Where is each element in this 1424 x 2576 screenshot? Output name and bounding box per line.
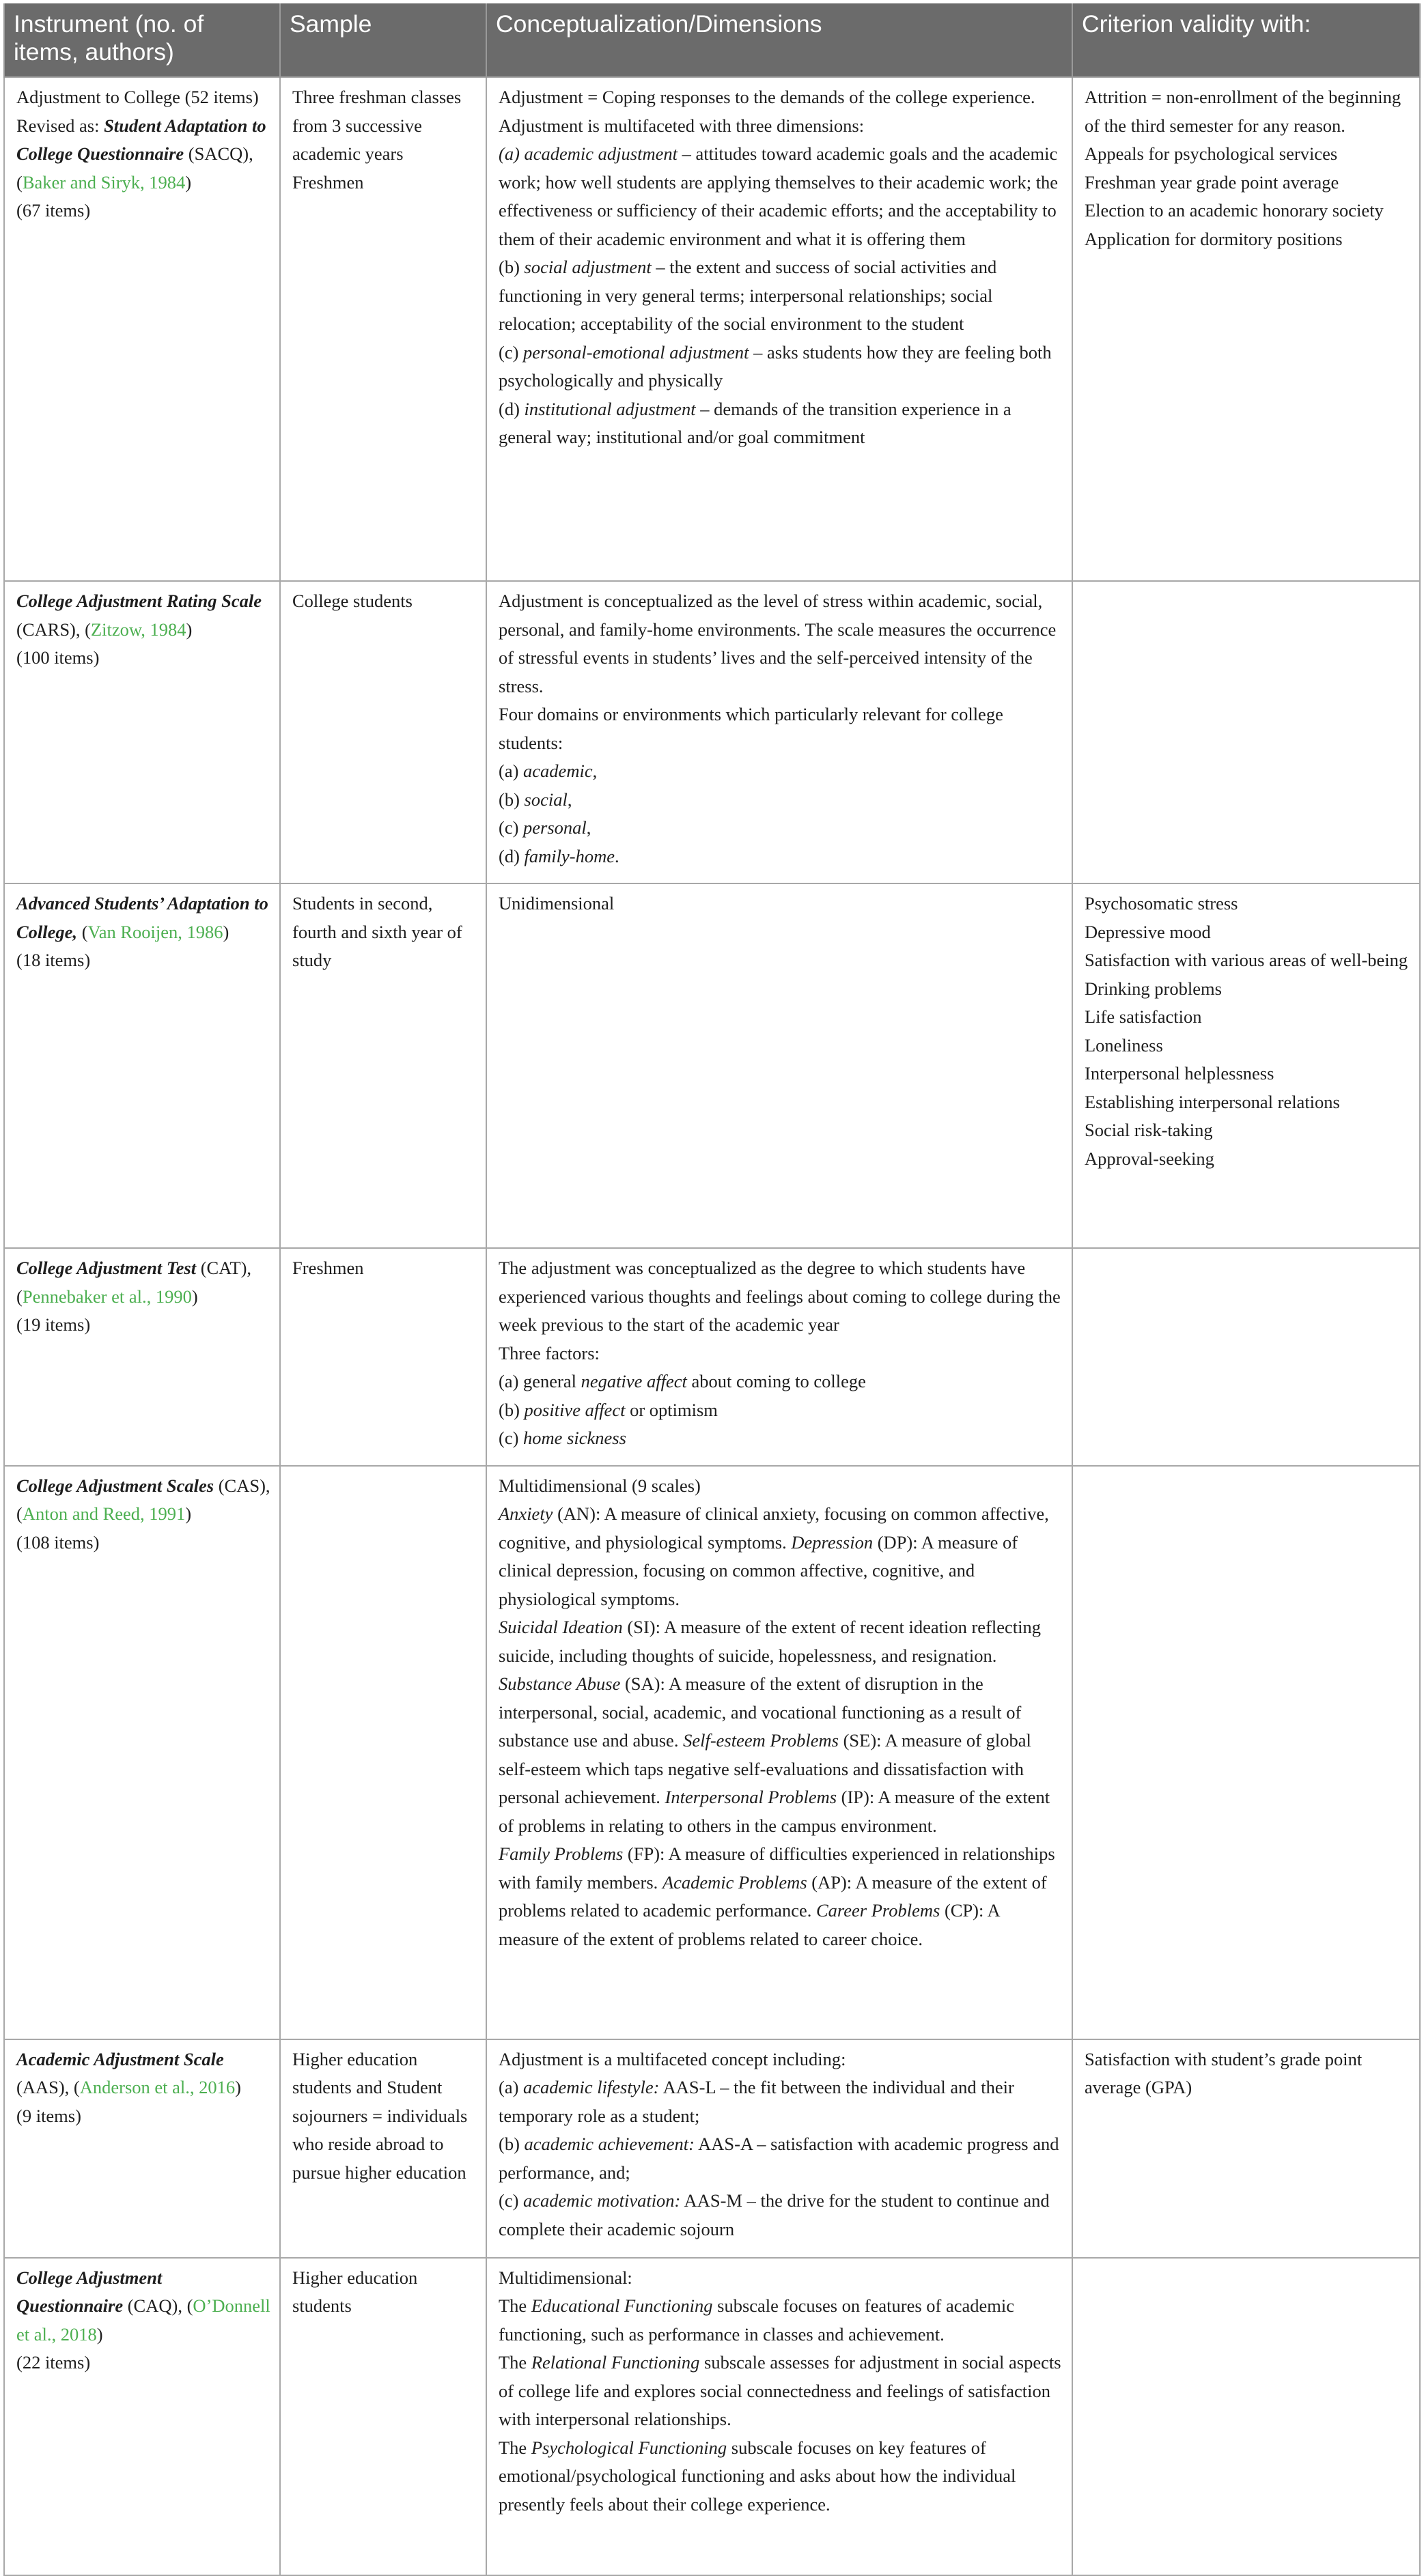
citation-link[interactable]: Anton and Reed, 1991: [22, 1503, 186, 1524]
text-run: AAS-L – the fit between the individual and their temporary role as a student;: [499, 2077, 1014, 2126]
cell-paragraph: [16, 2102, 271, 2131]
text-run: Adjustment is conceptualized as the level of stress within academic, social, personal, and family-home environments. The scale measures the occurrence of stressful events in students’ lives and the self-perceived intensity of the stress.: [499, 591, 1057, 696]
cell-paragraph: [499, 2292, 1063, 2349]
cell-paragraph: [1085, 83, 1411, 140]
instrument-cell: [4, 2258, 280, 2575]
text-run: personal: [523, 817, 587, 838]
cell-paragraph: [499, 1670, 1063, 1840]
text-run: (b): [499, 789, 525, 810]
cell-paragraph: [499, 1396, 1063, 1425]
text-run: (19 items): [16, 1314, 91, 1335]
conceptualization-cell: [486, 581, 1072, 883]
text-run: (b): [499, 257, 525, 277]
text-run: (d): [499, 398, 525, 419]
sample-cell: [280, 1466, 486, 2039]
text-run: Student Adaptation to College Questionnaire: [16, 115, 266, 164]
citation-link[interactable]: Zitzow, 1984: [90, 619, 186, 640]
sample-cell: [280, 2039, 486, 2258]
cell-paragraph: [499, 339, 1063, 395]
cell-paragraph: [16, 1529, 271, 1557]
cell-paragraph: [16, 1472, 271, 1529]
text-run: College Adjustment Scales: [16, 1475, 214, 1496]
citation-link[interactable]: Van Rooijen, 1986: [87, 921, 223, 942]
text-run: Interpersonal helplessness: [1085, 1063, 1274, 1084]
text-run: Unidimensional: [499, 893, 615, 914]
text-run: Self-esteem Problems: [683, 1730, 839, 1751]
conceptualization-cell: [486, 1248, 1072, 1466]
criterion-validity-cell: [1072, 1466, 1420, 2039]
text-run: (b): [499, 1399, 525, 1420]
text-run: Higher education students: [292, 2267, 418, 2316]
cell-paragraph: [16, 83, 271, 197]
text-run: Four domains or environments which particularly relevant for college students:: [499, 704, 1003, 753]
cell-paragraph: [499, 253, 1063, 339]
cell-paragraph: [499, 1613, 1063, 1670]
text-run: academic lifestyle:: [523, 2077, 660, 2097]
text-run: Freshmen: [292, 1258, 364, 1278]
table-row: [4, 1248, 1420, 1466]
text-run: The adjustment was conceptualized as the degree to which students have experienced various thoughts and feelings about coming to college during the week previous to the start of the academic year: [499, 1258, 1061, 1335]
cell-paragraph: [499, 2130, 1063, 2187]
text-run: (b): [499, 2134, 525, 2154]
text-run: academic: [523, 761, 593, 781]
text-run: (108 items): [16, 1531, 100, 1553]
text-run: Adjustment is a multifaceted concept including:: [499, 2048, 846, 2069]
text-run: – demands of the transition experience in a general way; institutional and/or goal commitment: [499, 398, 1011, 447]
text-run: The: [499, 2437, 531, 2458]
cell-paragraph: [499, 786, 1063, 815]
sample-cell: [280, 581, 486, 883]
text-run: (d): [499, 845, 525, 866]
text-run: Psychosomatic stress: [1085, 893, 1238, 914]
text-run: Satisfaction with student’s grade point average (GPA): [1085, 2048, 1363, 2097]
cell-paragraph: [292, 169, 477, 197]
instrument-table: [3, 3, 1421, 2576]
cell-paragraph: [499, 1254, 1063, 1340]
cell-paragraph: [499, 2073, 1063, 2130]
text-run: (IP): A measure of the extent of problems in relating to others in the campus environment.: [499, 1787, 1050, 1836]
text-run: The: [499, 2352, 531, 2373]
text-run: ): [223, 921, 229, 942]
cell-paragraph: [292, 2046, 477, 2188]
text-run: (CARS), (: [16, 619, 91, 640]
text-run: College Adjustment Rating Scale: [16, 591, 262, 611]
text-run: Suicidal Ideation: [499, 1617, 623, 1637]
cell-paragraph: [499, 1368, 1063, 1396]
text-run: Social risk-taking: [1085, 1120, 1213, 1140]
text-run: Three factors:: [499, 1342, 600, 1363]
cell-paragraph: [499, 83, 1063, 140]
cell-paragraph: [499, 1500, 1063, 1613]
text-run: (CAS), (: [16, 1475, 270, 1524]
text-run: Election to an academic honorary society: [1085, 200, 1384, 221]
cell-paragraph: [1085, 1032, 1411, 1060]
cell-paragraph: [292, 83, 477, 169]
text-run: academic motivation:: [523, 2190, 681, 2211]
text-run: – attitudes toward academic goals and the academic work; how well students are applying themselves to their academic work; the effectiveness or sufficiency of their academic efforts; and the acceptability to them of their academic environment and what it is offering them: [499, 143, 1059, 249]
text-run: (CP): A measure of the extent of problems related to career choice.: [499, 1900, 1000, 1949]
instrument-cell: [4, 883, 280, 1248]
cell-paragraph: [499, 757, 1063, 786]
header-conceptualization: Conceptualization/Dimensions: [486, 3, 1072, 77]
header-instrument: Instrument (no. of items, authors): [4, 3, 280, 77]
text-run: ): [185, 171, 192, 193]
text-run: subscale focuses on features of academic functioning, such as performance in classes and achievement.: [499, 2295, 1014, 2345]
cell-paragraph: [499, 2046, 1063, 2074]
text-run: (AAS), (: [16, 2077, 80, 2097]
citation-link[interactable]: O’Donnell et al., 2018: [16, 2295, 270, 2345]
text-run: – asks students how they are feeling both psychologically and physically: [499, 341, 1052, 391]
text-run: family-home: [524, 845, 615, 866]
text-run: AAS-A – satisfaction with academic progress and performance, and;: [499, 2134, 1059, 2183]
text-run: Freshman year grade point average: [1085, 171, 1339, 193]
text-run: ,: [567, 789, 572, 810]
instrument-cell: [4, 581, 280, 883]
criterion-validity-cell: [1072, 883, 1420, 1248]
text-run: Relational Functioning: [531, 2352, 700, 2373]
text-run: Advanced Students’ Adaptation to College,: [16, 893, 268, 942]
cell-paragraph: [1085, 169, 1411, 197]
text-run: (22 items): [16, 2352, 91, 2373]
table-row: [4, 2258, 1420, 2575]
text-run: Substance Abuse: [499, 1673, 621, 1694]
instrument-cell: [4, 1248, 280, 1466]
text-run: (CAQ), (: [123, 2295, 193, 2316]
text-run: Approval-seeking: [1085, 1148, 1214, 1169]
text-run: (67 items): [16, 200, 91, 221]
header-sample: Sample: [280, 3, 486, 77]
text-run: (SA): A measure of the extent of disruption in the interpersonal, social, academic, and vocational functioning as a result of substance use and abuse.: [499, 1673, 1022, 1751]
cell-paragraph: [499, 2187, 1063, 2244]
conceptualization-cell: [486, 883, 1072, 1248]
text-run: College Adjustment Test: [16, 1258, 197, 1278]
text-run: Establishing interpersonal relations: [1085, 1091, 1340, 1112]
cell-paragraph: [292, 890, 477, 975]
citation-link[interactable]: Pennebaker et al., 1990: [22, 1286, 192, 1307]
cell-paragraph: [499, 1472, 1063, 1501]
header-row: [4, 3, 1420, 77]
text-run: Anxiety: [499, 1503, 553, 1524]
text-run: about coming to college: [686, 1371, 866, 1391]
text-run: .: [615, 845, 619, 866]
criterion-validity-cell: [1072, 581, 1420, 883]
cell-paragraph: [1085, 918, 1411, 947]
text-run: ,: [592, 761, 598, 781]
citation-link[interactable]: Anderson et al., 2016: [79, 2077, 236, 2097]
cell-paragraph: [499, 843, 1063, 871]
cell-paragraph: [16, 2046, 271, 2102]
text-run: Freshmen: [292, 171, 364, 193]
cell-paragraph: [499, 2349, 1063, 2434]
text-run: (c): [499, 817, 524, 838]
text-run: Educational Functioning: [531, 2295, 713, 2316]
text-run: The: [499, 2295, 531, 2316]
text-run: negative affect: [581, 1371, 687, 1391]
cell-paragraph: [1085, 1060, 1411, 1088]
cell-paragraph: [16, 946, 271, 975]
text-run: Depression: [791, 1531, 874, 1553]
cell-paragraph: [1085, 2046, 1411, 2102]
cell-paragraph: [499, 140, 1063, 253]
table-row: [4, 1466, 1420, 2039]
sample-cell: [280, 883, 486, 1248]
text-run: or optimism: [625, 1399, 718, 1420]
table-row: [4, 581, 1420, 883]
cell-paragraph: [1085, 197, 1411, 225]
cell-paragraph: [292, 587, 477, 616]
text-run: (DP): A measure of clinical depression, focusing on common affective, cognitive, and physiological symptoms.: [499, 1531, 1018, 1609]
cell-paragraph: [499, 395, 1063, 452]
conceptualization-cell: [486, 2039, 1072, 2258]
text-run: (SE): A measure of global self-esteem which taps negative self-evaluations and dissatisfaction with personal achievement.: [499, 1730, 1031, 1807]
text-run: (100 items): [16, 647, 100, 668]
cell-paragraph: [499, 700, 1063, 757]
cell-paragraph: [16, 2349, 271, 2377]
text-run: institutional adjustment: [524, 398, 696, 419]
text-run: ,: [586, 817, 591, 838]
text-run: subscale focuses on key features of emotional/psychological functioning and asks about how the individual presently feels about their college experience.: [499, 2437, 1016, 2515]
text-run: Career Problems: [816, 1900, 940, 1921]
cell-paragraph: [1085, 890, 1411, 918]
text-run: Depressive mood: [1085, 921, 1211, 942]
text-run: (a) academic adjustment: [499, 143, 678, 164]
table-row: [4, 883, 1420, 1248]
text-run: ): [185, 1503, 192, 1524]
text-run: Academic Adjustment Scale: [16, 2048, 224, 2069]
text-run: (: [77, 921, 88, 942]
table-row: [4, 77, 1420, 581]
text-run: Drinking problems: [1085, 978, 1222, 999]
text-run: Adjustment = Coping responses to the demands of the college experience. Adjustment is multifaceted with three dimensions:: [499, 87, 1035, 136]
cell-paragraph: [1085, 140, 1411, 169]
criterion-validity-cell: [1072, 1248, 1420, 1466]
text-run: (AP): A measure of the extent of problems related to academic performance.: [499, 1871, 1047, 1921]
text-run: positive affect: [524, 1399, 626, 1420]
text-run: (a) general: [499, 1371, 581, 1391]
cell-paragraph: [1085, 225, 1411, 254]
text-run: Satisfaction with various areas of well-being: [1085, 950, 1408, 970]
text-run: Academic Problems: [662, 1871, 807, 1893]
text-run: (SACQ), (: [16, 143, 253, 193]
cell-paragraph: [16, 890, 271, 946]
cell-paragraph: [16, 2264, 271, 2349]
instrument-cell: [4, 77, 280, 581]
text-run: Three freshman classes from 3 successive academic years: [292, 87, 462, 164]
text-run: personal-emotional adjustment: [523, 341, 749, 363]
text-run: College students: [292, 591, 413, 611]
text-run: College Adjustment Questionnaire: [16, 2267, 163, 2316]
text-run: Multidimensional (9 scales): [499, 1475, 701, 1496]
cell-paragraph: [1085, 975, 1411, 1004]
text-run: (9 items): [16, 2105, 81, 2126]
cell-paragraph: [16, 197, 271, 225]
text-run: Life satisfaction: [1085, 1006, 1202, 1027]
criterion-validity-cell: [1072, 77, 1420, 581]
cell-paragraph: [499, 587, 1063, 700]
header-criterion-validity: Criterion validity with:: [1072, 3, 1420, 77]
conceptualization-cell: [486, 2258, 1072, 2575]
text-run: Application for dormitory positions: [1085, 228, 1343, 249]
instrument-cell: [4, 2039, 280, 2258]
text-run: Students in second, fourth and sixth year of study: [292, 893, 462, 970]
cell-paragraph: [16, 644, 271, 673]
text-run: Higher education students and Student sojourners = individuals who reside abroad to pursue higher education: [292, 2048, 468, 2183]
instrument-cell: [4, 1466, 280, 2039]
text-run: Loneliness: [1085, 1034, 1163, 1056]
text-run: Adjustment to College (52 items) Revised as:: [16, 87, 259, 136]
sample-cell: [280, 2258, 486, 2575]
text-run: AAS-M – the drive for the student to continue and complete their academic sojourn: [499, 2190, 1050, 2239]
text-run: Interpersonal Problems: [665, 1787, 837, 1807]
text-run: (a): [499, 2077, 524, 2097]
cell-paragraph: [499, 2434, 1063, 2519]
cell-paragraph: [499, 814, 1063, 843]
cell-paragraph: [499, 1340, 1063, 1368]
text-run: (SI): A measure of the extent of recent ideation reflecting suicide, including thoughts of suicide, hopelessness, and resignation.: [499, 1617, 1042, 1666]
text-run: (c): [499, 2190, 524, 2211]
cell-paragraph: [1085, 1116, 1411, 1145]
text-run: (AN): A measure of clinical anxiety, focusing on common affective, cognitive, and physiological symptoms.: [499, 1503, 1049, 1553]
table-row: [4, 2039, 1420, 2258]
text-run: ): [186, 619, 193, 640]
text-run: (CAT), (: [16, 1258, 252, 1307]
criterion-validity-cell: [1072, 2258, 1420, 2575]
conceptualization-cell: [486, 77, 1072, 581]
cell-paragraph: [1085, 1145, 1411, 1174]
text-run: ): [191, 1286, 198, 1307]
citation-link[interactable]: Baker and Siryk, 1984: [22, 171, 186, 193]
criterion-validity-cell: [1072, 2039, 1420, 2258]
text-run: Psychological Functioning: [531, 2437, 727, 2458]
cell-paragraph: [16, 587, 271, 644]
sample-cell: [280, 1248, 486, 1466]
text-run: social: [524, 789, 568, 810]
text-run: Appeals for psychological services: [1085, 143, 1338, 164]
text-run: (FP): A measure of difficulties experienced in relationships with family members.: [499, 1843, 1055, 1893]
text-run: home sickness: [523, 1428, 626, 1448]
text-run: ): [235, 2077, 241, 2097]
cell-paragraph: [499, 1840, 1063, 1953]
cell-paragraph: [1085, 1088, 1411, 1117]
text-run: academic achievement:: [524, 2134, 695, 2154]
cell-paragraph: [499, 890, 1063, 918]
text-run: Family Problems: [499, 1843, 624, 1864]
conceptualization-cell: [486, 1466, 1072, 2039]
text-run: subscale assesses for adjustment in social aspects of college life and explores social connectedness and feelings of satisfaction with interpersonal relationships.: [499, 2352, 1061, 2429]
text-run: Multidimensional:: [499, 2267, 632, 2288]
sample-cell: [280, 77, 486, 581]
cell-paragraph: [16, 1254, 271, 1311]
cell-paragraph: [292, 1254, 477, 1283]
text-run: social adjustment: [524, 257, 652, 277]
text-run: (a): [499, 761, 524, 781]
text-run: (18 items): [16, 950, 91, 970]
text-run: Attrition = non-enrollment of the beginning of the third semester for any reason.: [1085, 87, 1401, 136]
cell-paragraph: [1085, 946, 1411, 975]
cell-paragraph: [499, 2264, 1063, 2293]
text-run: – the extent and success of social activities and functioning in very general terms; interpersonal relationships; social relocation; acceptability of the social environment to the student: [499, 257, 997, 334]
cell-paragraph: [499, 1424, 1063, 1453]
text-run: (c): [499, 1428, 524, 1448]
cell-paragraph: [16, 1311, 271, 1340]
text-run: (c): [499, 341, 524, 363]
cell-paragraph: [292, 2264, 477, 2321]
text-run: ): [96, 2323, 103, 2345]
cell-paragraph: [1085, 1003, 1411, 1032]
